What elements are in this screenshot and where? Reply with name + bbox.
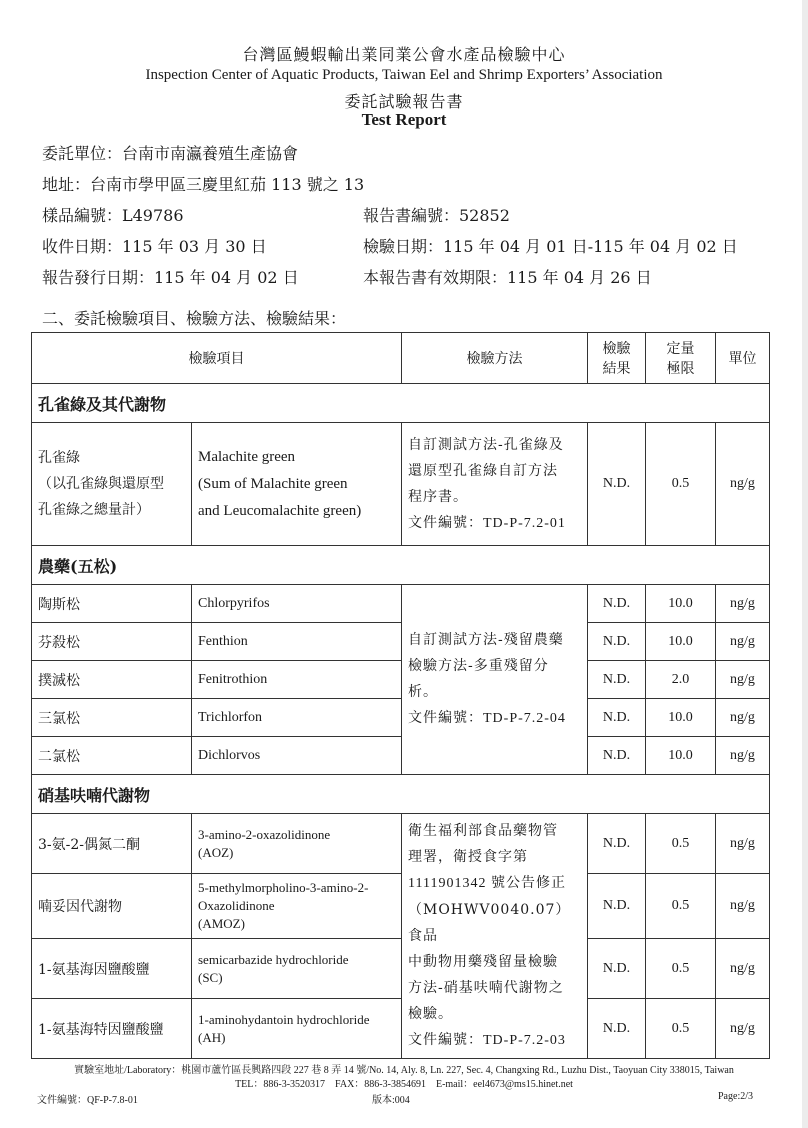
footer-doc-no: 文件編號：QF-P-7.8-01 xyxy=(37,1095,138,1106)
header-item: 檢驗項目 xyxy=(32,333,402,384)
table-row xyxy=(32,874,770,939)
center-title-zh: 台灣區鰻蝦輸出業同業公會水產品檢驗中心 xyxy=(242,45,566,64)
received-date-field: 收件日期：115 年 03 月 30 日 xyxy=(42,237,267,256)
center-title-en: Inspection Center of Aquatic Products, Taiwan Eel and Shrimp Exporters’ Association xyxy=(145,67,663,83)
item-en: 1-aminohydantoin hydrochloride (AH) xyxy=(192,999,402,1059)
result-cell: N.D. xyxy=(588,814,646,874)
result-cell: N.D. xyxy=(588,999,646,1059)
item-en: Malachite green (Sum of Malachite green and Leucomalachite green) xyxy=(192,423,402,546)
header-limit: 定量 極限 xyxy=(646,333,716,384)
method-cell: 自訂測試方法-孔雀綠及 還原型孔雀綠自訂方法 程序書。 文件編號：TD-P-7.2-01 xyxy=(402,423,588,546)
table-row xyxy=(32,737,770,775)
table-header-row xyxy=(32,333,770,384)
unit-cell: ng/g xyxy=(716,939,770,999)
limit-cell: 0.5 xyxy=(646,814,716,874)
table-row xyxy=(32,661,770,699)
result-cell: N.D. xyxy=(588,737,646,775)
valid-date-field: 本報告書有效期限：115 年 04 月 26 日 xyxy=(363,268,652,287)
address-field: 地址：台南市學甲區三慶里紅茄 113 號之 13 xyxy=(42,175,365,194)
footer-page: Page:2/3 xyxy=(718,1091,753,1102)
limit-cell: 10.0 xyxy=(646,585,716,623)
client-field: 委託單位：台南市南瀛養殖生產協會 xyxy=(42,144,299,163)
report-title-zh: 委託試驗報告書 xyxy=(344,92,464,111)
header-result: 檢驗 結果 xyxy=(588,333,646,384)
method-cell: 衛生福利部食品藥物管 理署，衛授食字第 1111901342 號公告修正 （MOHWV0040.07）食品 中動物用藥殘留量檢驗 方法-硝基呋喃代謝物之 檢驗。 文件編號：TD-P-7.2-03 xyxy=(402,814,588,1059)
table-row xyxy=(32,699,770,737)
category-row xyxy=(32,384,770,423)
limit-cell: 0.5 xyxy=(646,423,716,546)
limit-cell: 0.5 xyxy=(646,999,716,1059)
item-en: 3-amino-2-oxazolidinone (AOZ) xyxy=(192,814,402,874)
issue-date-field: 報告發行日期：115 年 04 月 02 日 xyxy=(42,268,299,287)
method-cell: 自訂測試方法-殘留農藥 檢驗方法-多重殘留分 析。 文件編號：TD-P-7.2-04 xyxy=(402,585,588,775)
unit-cell: ng/g xyxy=(716,585,770,623)
report-no-field: 報告書編號：52852 xyxy=(363,206,510,225)
limit-cell: 10.0 xyxy=(646,737,716,775)
item-zh: 3-氨-2-偶氮二酮 xyxy=(32,814,192,874)
report-title-en: Test Report xyxy=(361,110,447,129)
item-zh: 二氯松 xyxy=(32,737,192,775)
footer-address: 實驗室地址/Laboratory：桃園市蘆竹區長興路四段 227 巷 8 弄 14 號/No. 14, Aly. 8, Ln. 227, Sec. 4, Changxing Rd., Luzhu Dist., Taoyuan City 338015, Taiwan xyxy=(74,1065,734,1076)
table-row xyxy=(32,939,770,999)
result-cell: N.D. xyxy=(588,623,646,661)
category-row xyxy=(32,775,770,814)
category-pesticide: 農藥(五松) xyxy=(32,546,770,585)
item-zh: 芬殺松 xyxy=(32,623,192,661)
footer-version: 版本:004 xyxy=(372,1095,410,1106)
unit-cell: ng/g xyxy=(716,874,770,939)
result-cell: N.D. xyxy=(588,423,646,546)
footer-contact: TEL：886-3-3520317 FAX：886-3-3854691 E-mail：eel4673@ms15.hinet.net xyxy=(235,1079,573,1090)
result-cell: N.D. xyxy=(588,661,646,699)
item-zh: 孔雀綠 （以孔雀綠與還原型 孔雀綠之總量計） xyxy=(32,423,192,546)
limit-cell: 10.0 xyxy=(646,623,716,661)
item-zh: 三氯松 xyxy=(32,699,192,737)
category-malachite: 孔雀綠及其代謝物 xyxy=(32,384,770,423)
table-row xyxy=(32,423,770,546)
result-cell: N.D. xyxy=(588,874,646,939)
item-en: Dichlorvos xyxy=(192,737,402,775)
unit-cell: ng/g xyxy=(716,699,770,737)
results-table xyxy=(31,332,770,1059)
header-method: 檢驗方法 xyxy=(402,333,588,384)
table-row xyxy=(32,585,770,623)
unit-cell: ng/g xyxy=(716,423,770,546)
unit-cell: ng/g xyxy=(716,814,770,874)
result-cell: N.D. xyxy=(588,585,646,623)
table-row xyxy=(32,999,770,1059)
item-en: 5-methylmorpholino-3-amino-2- Oxazolidinone (AMOZ) xyxy=(192,874,402,939)
test-date-field: 檢驗日期：115 年 04 月 01 日-115 年 04 月 02 日 xyxy=(363,237,738,256)
limit-cell: 2.0 xyxy=(646,661,716,699)
header-unit: 單位 xyxy=(716,333,770,384)
item-en: Fenthion xyxy=(192,623,402,661)
item-en: semicarbazide hydrochloride (SC) xyxy=(192,939,402,999)
category-row xyxy=(32,546,770,585)
unit-cell: ng/g xyxy=(716,661,770,699)
unit-cell: ng/g xyxy=(716,737,770,775)
category-nitrofuran: 硝基呋喃代謝物 xyxy=(32,775,770,814)
section-title: 二、委託檢驗項目、檢驗方法、檢驗結果： xyxy=(42,309,347,328)
result-cell: N.D. xyxy=(588,939,646,999)
unit-cell: ng/g xyxy=(716,623,770,661)
item-en: Fenitrothion xyxy=(192,661,402,699)
item-zh: 1-氨基海特因鹽酸鹽 xyxy=(32,999,192,1059)
sample-no-field: 樣品編號：L49786 xyxy=(42,206,184,225)
table-row xyxy=(32,814,770,874)
unit-cell: ng/g xyxy=(716,999,770,1059)
item-en: Trichlorfon xyxy=(192,699,402,737)
item-en: Chlorpyrifos xyxy=(192,585,402,623)
result-cell: N.D. xyxy=(588,699,646,737)
limit-cell: 0.5 xyxy=(646,874,716,939)
page-edge-shade xyxy=(802,0,808,1128)
item-zh: 撲滅松 xyxy=(32,661,192,699)
limit-cell: 10.0 xyxy=(646,699,716,737)
item-zh: 1-氨基海因鹽酸鹽 xyxy=(32,939,192,999)
limit-cell: 0.5 xyxy=(646,939,716,999)
table-row xyxy=(32,623,770,661)
item-zh: 陶斯松 xyxy=(32,585,192,623)
item-zh: 喃妥因代謝物 xyxy=(32,874,192,939)
